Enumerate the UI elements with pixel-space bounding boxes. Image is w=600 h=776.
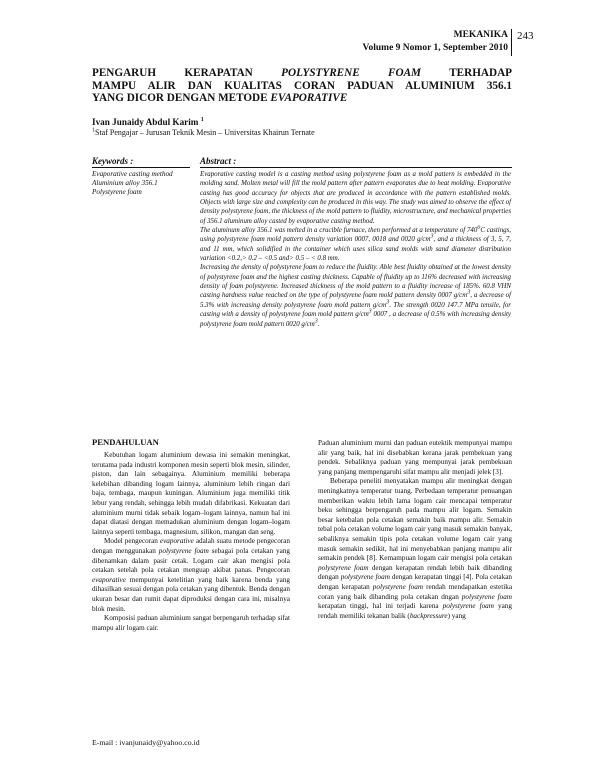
section-heading-pendahuluan: PENDAHULUAN — [92, 437, 159, 447]
affiliation — [92, 128, 315, 137]
abstract-body — [200, 170, 511, 329]
title-line-1: PENGARUH KERAPATAN POLYSTYRENE FOAM TERHADAP — [92, 67, 512, 79]
affiliation-text: Staf Pengajar – Jurusan Teknik Mesin – Universitas Khairun Ternate — [95, 128, 315, 137]
affiliation-mark: 1 — [92, 127, 95, 134]
author-mark: 1 — [200, 116, 204, 123]
author-name: Ivan Junaidy Abdul Karim — [92, 117, 199, 127]
keywords-heading: Keywords : — [92, 156, 190, 168]
keywords-list — [92, 170, 202, 198]
body-column-left — [92, 451, 290, 633]
body-column-right — [318, 439, 512, 621]
header-divider — [511, 29, 512, 56]
body-paragraph: Paduan aluminium murni dan paduan eutektik mempunyai mampu alir yang baik, hal ini disebabkan kerana jarak pembekuan yang pendek. Sebaliknya paduan yang mempunyai jarak pembekuan yang panjang mempengaruhi sifat mampu alir menjadi jelek [3]. — [318, 439, 512, 476]
abstract-heading: Abstract : — [200, 156, 512, 168]
page-number: 243 — [517, 30, 534, 42]
author — [92, 117, 204, 127]
keyword-item: Polystyrene foam — [92, 188, 142, 197]
title-line-3: YANG DICOR DENGAN METODE EVAPORATIVE — [92, 92, 348, 104]
title-line-2: MAMPU ALIR DAN KUALITAS CORAN PADUAN ALUMINIUM 356.1 — [92, 79, 512, 92]
keyword-item: Evaporative casting method — [92, 170, 173, 178]
body-paragraph: Beberapa peneliti menyatakan mampu alir meningkat dengan meningkatnya temperatur tuang. Perbedaan temperatur penuangan memberikan waktu lebih lama logam cair mencapai temperatur beku sehingga berpengaruh pada mampu alir logam. Semakin besar ketebalan pola cetakan semakin baik mampu alir. Semakin tebal pola cetakan volume logam cair yang masuk semakin banyak, sebaliknya semakin tipis pola cetakan volume logam cair yang masuk semakin sedikit, hal ini menyebabkan panjang mampu alir semakin pendek [8]. Kemampuan logam cair mengisi pola cetakan polystyrene foam dengan kerapatan rendah lebih baik dibanding dengan polystyrene foam dengan kerapatan tinggi [4]. Pola cetakan dengan kerapatan polystyrene foam rendah mendapatkan estetika coran yang baik dibanding pola cetakan dngan polystyrene foam kerapatan tinggi, hal ini terjadi karena polystyrene foam yang rendah memiliki tekanan balik (backpressure) yang — [318, 477, 513, 620]
running-header — [363, 29, 508, 55]
journal-volume: Volume 9 Nomor 1, September 2010 — [362, 43, 508, 53]
journal-name: MEKANIKA — [453, 30, 508, 40]
abstract-paragraph-1: Evaporative casting model is a casting method using polystyrene foam as a mold pattern is embedded in the molding sand. Molten metal will fill the mold pattern after pattern evaporates due to heat molding. Evaporative casting has good accuracy for objects that are produced in accordance with the pattern established molds. Objects with large size and complexity can be produced in this way. The study was aimed to observe the effect of density polystyrene foam, the thickness of the mold pattern to fluidity, microstructure, and mechanical properties of 356.1 aluminum alloy casted by evaporative casting method. — [200, 171, 511, 225]
body-paragraph: Kebutuhan logam aluminium dewasa ini semakin meningkat, terutama pada industri komponen mesin seperti blok mesin, silinder, piston, dan lain sebagainya. Aluminium memiliki beberapa kelebihan dibanding logam lainnya, aluminium lebih ringan dari baja, tembaga, maupun kuningan. Aluminium juga memiliki titik lebur yang rendah, sehingga lebih mudah difabrikasi. Kekuatan dari aluminium murni tidak sebaik logam–logam lainnya, namun hal ini dapat diatasi dengan memadukan aluminium dengan logam–logam lainnya seperti tembaga, magnesium, silikon, mangan dan seng. — [92, 451, 290, 536]
abstract-paragraph-2: The aluminum alloy 356.1 was melted in a crucible furnace, then performed at a temperature of 740$^o$C castings, using polystyrene foam mold pattern density variation 0007, 0018 and 0020 $g/cm^3$, and a thickness of 3, 5, 7, and 11 mm, which solidified in the container which uses silica sand molds with sand diameter distribution variation <0.2,> 0.2 – <0.5 and> 0.5 – < 0.8 mm. — [200, 224, 511, 263]
author-email[interactable]: E-mail : ivanjunaidy@yahoo.co.id — [92, 738, 200, 747]
body-paragraph: Model pengecoran evaporative adalah suatu metode pengecoran dengan menggunakan polystyrene foam sebagai pola cetakan yang dibenamkan dalam pasir cetak. Logam cair akan mengisi pola cetakan setelah pola cetakan menguap akibat panas. Pengecoran evaporative mempunyai ketelitian yang baik karena benda yang dihasilkan sesuai dengan pola cetakan yang dibentuk. Benda dengan ukuran besar dan rumit dapat diproduksi dengan cara ini, misalnya blok mesin. — [92, 537, 291, 613]
keyword-item: Aluminium alloy 356.1 — [92, 179, 158, 188]
paper-title — [92, 67, 512, 105]
body-paragraph: Komposisi paduan aluminium sangat berpengaruh terhadap sifat mampu alir logam cair. — [92, 614, 290, 632]
abstract-paragraph-3: Increasing the density of polystyrene foam to reduce the fluidity. Able best fluidity obtained at the lowest density of polystyrene foam and the highest casting thickness. Capable of fluidity up to 116% decreased with increasing density of foam polystyrene. Increased thickness of the mold pattern to a fluidity increase of 185%. 60.8 VHN casting hardness value reached on the type of polystyrene foam mold pattern density 0007 $g/cm^3$, a decrease of 5.3% with increasing density polystyrene foam mold pattern $g/cm^3$. The strength 0020 147.7 MPa tensile, for casting with a density of polystyrene foam mold pattern $g/cm^3$ 0007 , a decrease of 0.5% with increasing density polystyrene foam mold pattern 0020 $g/cm^3$. — [200, 264, 511, 328]
